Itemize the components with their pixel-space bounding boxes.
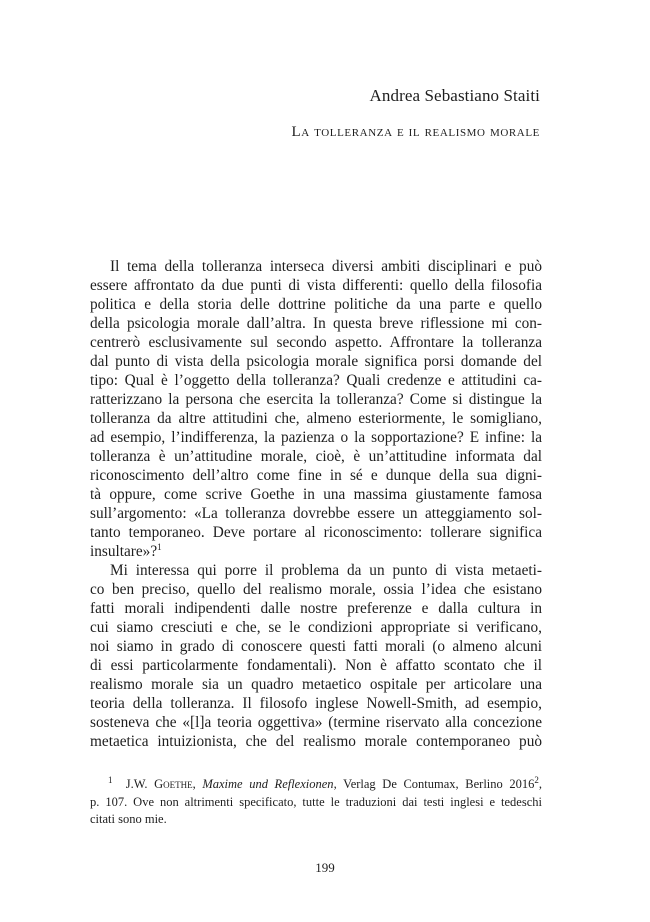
footnote-line: p. 107. Ove non altrimenti specificato, tutte le traduzioni dai testi inglesi e tedeschi: [90, 794, 542, 809]
text-line: tolleranza da altre attitudini che, almeno esteriormente, le somigliano,: [90, 410, 542, 427]
footnote-reference[interactable]: 1: [157, 541, 162, 552]
text-line: essere affrontato da due punti di vista differenti: quello della filosofia: [90, 277, 542, 294]
footnote-work-title: Maxime und Reflexionen: [202, 777, 334, 791]
footnote-punctuation: ,: [538, 777, 542, 791]
chapter-title: La tolleranza e il realismo morale: [291, 124, 540, 140]
text-line: fatti morali indipendenti dalle nostre preferenze e dalla cultura in: [90, 600, 542, 617]
footnote-line: citati sono mie.: [90, 812, 167, 826]
text-line: politica e della storia delle dottrine politiche da una parte e quello: [90, 296, 542, 313]
chapter-author: Andrea Sebastiano Staiti: [369, 86, 540, 105]
text-line: di essi particolarmente fondamentali). Non è affatto scontato che il: [90, 657, 542, 674]
paragraph-2: [90, 561, 542, 751]
text-line: Mi interessa qui porre il problema da un punto di vista metaeti-: [110, 562, 542, 579]
text-line: della psicologia morale dall’altra. In questa breve riflessione mi con-: [90, 315, 542, 332]
text-line: ratterizzano la persona che esercita la tolleranza? Come si distingue la: [90, 391, 542, 408]
text-line: dal punto di vista della psicologia morale significa porsi domande del: [90, 353, 542, 370]
text-line: tà oppure, come scrive Goethe in una massima giustamente famosa: [90, 486, 542, 503]
text-line: tanto temporaneo. Deve portare al riconoscimento: tollerare significa: [90, 524, 542, 541]
footnote-publication: , Verlag De Contumax, Berlino 2016: [333, 777, 535, 791]
text-line: sull’argomento: «La tolleranza dovrebbe essere un atteggiamento sol-: [90, 505, 542, 522]
footnote-edition: 2: [534, 774, 539, 785]
body-text: [90, 257, 542, 751]
footnote-line: $^1$ J.W. Goethe, Maxime und Reflexionen, Verlag De Contumax, Berlino 2016$^2$,: [108, 774, 542, 791]
text-line: centrerò esclusivamente sul secondo aspetto. Affrontare la tolleranza: [90, 334, 542, 351]
footnote-author: J.W. Goethe: [125, 777, 193, 791]
text-line-content: insultare»?: [90, 543, 158, 560]
text-line: noi siamo in grado di conoscere questi fatti morali (o almeno alcuni: [90, 638, 542, 655]
text-line: teoria della tolleranza. Il filosofo inglese Nowell-Smith, ad esempio,: [90, 695, 542, 712]
text-line: sosteneva che «[l]a teoria oggettiva» (termine riservato alla concezione: [90, 714, 542, 731]
text-line: metaetica intuizionista, che del realismo morale contemporaneo può: [90, 733, 542, 750]
text-line: ad esempio, l’indifferenza, la pazienza o la sopportazione? E infine: la: [90, 429, 542, 446]
paragraph-1: [90, 257, 542, 561]
text-line: tolleranza è un’attitudine morale, cioè, è un’attitudine informata dal: [90, 448, 542, 465]
text-line: cui siamo cresciuti e che, se le condizioni appropriate si verificano,: [90, 619, 542, 636]
footnote-number: 1: [108, 774, 113, 785]
text-line: realismo morale sia un quadro metaetico ospitale per articolare una: [90, 676, 542, 693]
text-line: riconoscimento dell’altro come fine in sé e dunque della sua digni-: [90, 467, 542, 484]
text-line: [90, 542, 542, 561]
text-line: tipo: Qual è l’oggetto della tolleranza? Quali credenze e attitudini ca-: [90, 372, 542, 389]
text-line: co ben preciso, quello del realismo morale, ossia l’idea che esistano: [90, 581, 542, 598]
text-line: Il tema della tolleranza interseca diversi ambiti disciplinari e può: [110, 258, 542, 275]
footnote: [90, 776, 542, 829]
page-number: 199: [315, 860, 335, 875]
